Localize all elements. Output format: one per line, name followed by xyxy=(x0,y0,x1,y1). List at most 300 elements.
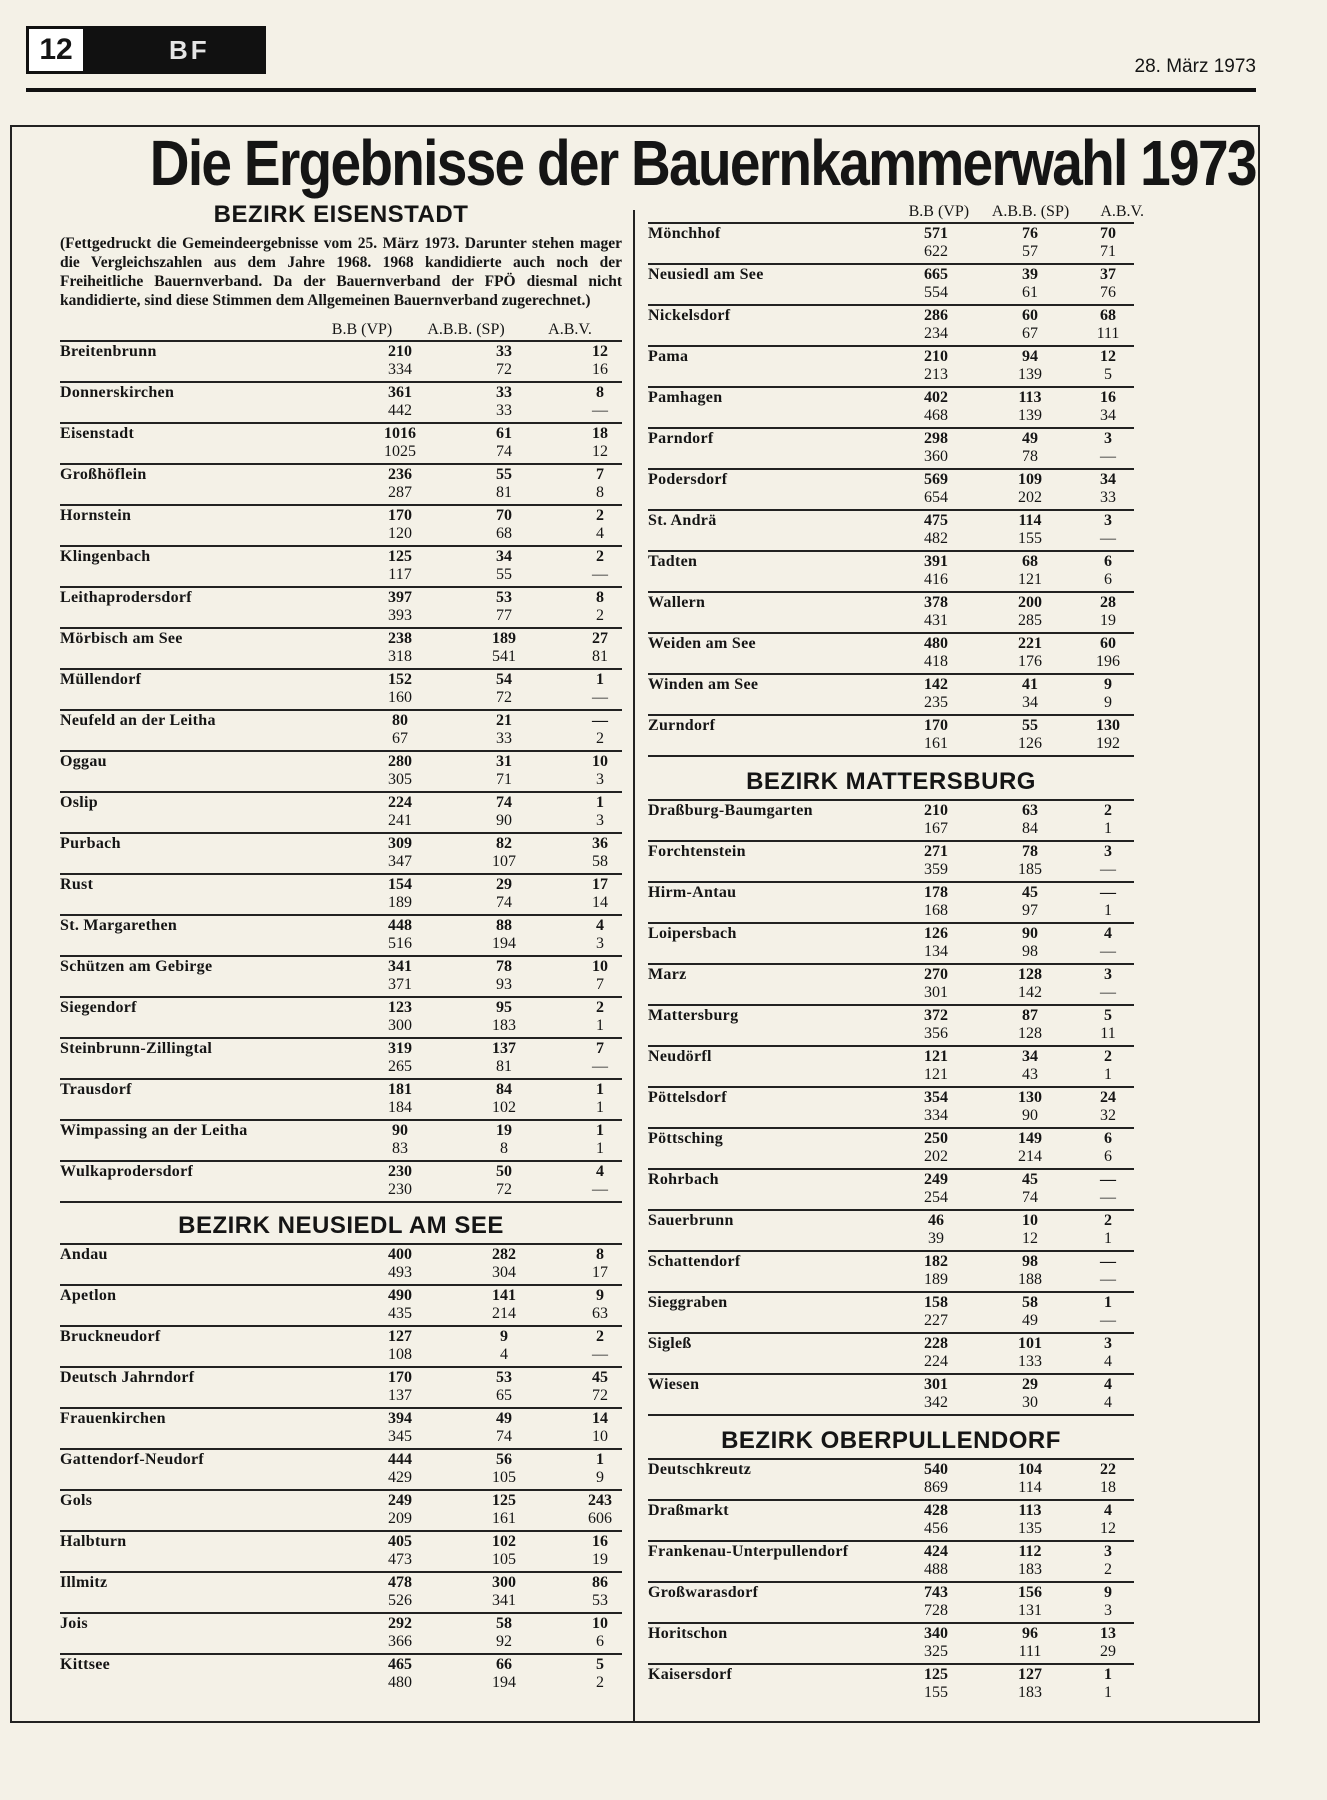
result-1968: 4 xyxy=(1104,1353,1112,1370)
table-row xyxy=(648,840,1134,881)
result-1968: 3 xyxy=(596,812,604,829)
table-row xyxy=(648,881,1134,922)
result-1973: 249 xyxy=(924,1171,948,1188)
table-row xyxy=(648,1332,1134,1373)
result-1973: 402 xyxy=(924,389,948,406)
result-1973: 280 xyxy=(388,753,412,770)
result-1973: 210 xyxy=(388,343,412,360)
result-1973: 34 xyxy=(1022,1048,1038,1065)
result-1968: 1 xyxy=(1104,820,1112,837)
municipality-name: Müllendorf xyxy=(60,671,142,688)
result-1968: — xyxy=(592,1181,608,1198)
result-1973: 372 xyxy=(924,1007,948,1024)
column-header-vp: B.B (VP) xyxy=(908,203,970,220)
result-1973: 45 xyxy=(592,1369,608,1386)
result-1973: 210 xyxy=(924,802,948,819)
municipality-name: Pöttelsdorf xyxy=(648,1089,727,1106)
result-1973: 104 xyxy=(1018,1461,1042,1478)
table-row xyxy=(60,955,622,996)
table-row xyxy=(60,873,622,914)
result-1973: 45 xyxy=(1022,1171,1038,1188)
municipality-name: Schattendorf xyxy=(648,1253,741,1270)
result-1968: 300 xyxy=(388,1017,412,1034)
table-row xyxy=(60,340,622,381)
result-1973: 74 xyxy=(496,794,512,811)
result-1968: 342 xyxy=(924,1394,948,1411)
result-1968: 84 xyxy=(1022,820,1038,837)
result-1973: 249 xyxy=(388,1492,412,1509)
table-row xyxy=(648,632,1134,673)
result-1968: — xyxy=(1100,448,1116,465)
result-1973: 182 xyxy=(924,1253,948,1270)
result-1968: 61 xyxy=(1022,284,1038,301)
result-1968: 74 xyxy=(496,443,512,460)
result-1973: 152 xyxy=(388,671,412,688)
result-1973: 200 xyxy=(1018,594,1042,611)
result-1973: 13 xyxy=(1100,1625,1116,1642)
table-row xyxy=(648,1086,1134,1127)
result-1968: 488 xyxy=(924,1561,948,1578)
result-1968: 192 xyxy=(1096,735,1120,752)
result-1968: 183 xyxy=(492,1017,516,1034)
results-table-oberpullendorf xyxy=(648,1458,1216,1704)
result-1973: 2 xyxy=(1104,1212,1112,1229)
result-1973: 354 xyxy=(924,1089,948,1106)
table-row xyxy=(60,996,622,1037)
table-row xyxy=(648,1663,1134,1704)
result-1973: 125 xyxy=(492,1492,516,1509)
municipality-name: Großwarasdorf xyxy=(648,1584,759,1601)
headline: Die Ergebnisse der Bauernkammerwahl 1973 xyxy=(149,127,1256,199)
result-1968: 102 xyxy=(492,1099,516,1116)
result-1968: 105 xyxy=(492,1551,516,1568)
result-1973: 46 xyxy=(928,1212,944,1229)
result-1968: 285 xyxy=(1018,612,1042,629)
result-1968: 111 xyxy=(1096,325,1120,342)
result-1973: 210 xyxy=(924,348,948,365)
result-1973: 1 xyxy=(1104,1666,1112,1683)
result-1973: 243 xyxy=(588,1492,612,1509)
table-row xyxy=(648,1045,1134,1086)
municipality-name: Podersdorf xyxy=(648,471,728,488)
result-1968: 76 xyxy=(1100,284,1116,301)
table-row xyxy=(648,1168,1134,1209)
result-1968: 2 xyxy=(596,607,604,624)
result-1973: 7 xyxy=(596,1040,604,1057)
table-row xyxy=(60,668,622,709)
result-1973: 5 xyxy=(1104,1007,1112,1024)
municipality-name: Pamhagen xyxy=(648,389,723,406)
municipality-name: St. Andrä xyxy=(648,512,717,529)
result-1973: 475 xyxy=(924,512,948,529)
result-1968: 541 xyxy=(492,648,516,665)
table-row xyxy=(60,1571,622,1612)
result-1973: 88 xyxy=(496,917,512,934)
result-1968: 234 xyxy=(924,325,948,342)
result-1973: 465 xyxy=(388,1656,412,1673)
result-1973: 58 xyxy=(1022,1294,1038,1311)
result-1973: 1 xyxy=(596,671,604,688)
district-title-eisenstadt: BEZIRK EISENSTADT xyxy=(213,201,469,228)
result-1968: 456 xyxy=(924,1520,948,1537)
result-1973: 78 xyxy=(1022,843,1038,860)
result-1973: 70 xyxy=(1100,225,1116,242)
result-1973: 8 xyxy=(596,589,604,606)
municipality-name: Hornstein xyxy=(60,507,132,524)
result-1968: 2 xyxy=(596,730,604,747)
result-1968: 318 xyxy=(388,648,412,665)
result-1973: 17 xyxy=(592,876,608,893)
table-end-rule xyxy=(60,1201,622,1209)
result-1973: 39 xyxy=(1022,266,1038,283)
result-1968: 72 xyxy=(496,361,512,378)
result-1973: 10 xyxy=(592,753,608,770)
result-1973: 90 xyxy=(1022,925,1038,942)
result-1968: 214 xyxy=(1018,1148,1042,1165)
result-1973: 341 xyxy=(388,958,412,975)
result-1973: 221 xyxy=(1018,635,1042,652)
municipality-name: Andau xyxy=(60,1246,108,1263)
result-1968: 305 xyxy=(388,771,412,788)
result-1968: — xyxy=(1100,530,1116,547)
result-1968: 1 xyxy=(1104,1066,1112,1083)
result-1968: 57 xyxy=(1022,243,1038,260)
result-1968: 8 xyxy=(596,484,604,501)
municipality-name: Pöttsching xyxy=(648,1130,723,1147)
result-1968: 142 xyxy=(1018,984,1042,1001)
result-1968: 1 xyxy=(1104,902,1112,919)
result-1968: 230 xyxy=(388,1181,412,1198)
result-1973: 397 xyxy=(388,589,412,606)
result-1973: 448 xyxy=(388,917,412,934)
result-1968: 14 xyxy=(592,894,608,911)
result-1968: 194 xyxy=(492,1674,516,1691)
result-1968: 3 xyxy=(596,771,604,788)
result-1968: 622 xyxy=(924,243,948,260)
result-1968: 2 xyxy=(596,1674,604,1691)
result-1968: 325 xyxy=(924,1643,948,1660)
table-row xyxy=(648,1004,1134,1045)
result-1968: 4 xyxy=(1104,1394,1112,1411)
result-1973: 127 xyxy=(388,1328,412,1345)
result-1973: 80 xyxy=(392,712,408,729)
table-row xyxy=(60,750,622,791)
result-1968: 10 xyxy=(592,1428,608,1445)
municipality-name: Neusiedl am See xyxy=(648,266,764,283)
municipality-name: Mörbisch am See xyxy=(60,630,183,647)
result-1973: 101 xyxy=(1018,1335,1042,1352)
result-1973: 478 xyxy=(388,1574,412,1591)
result-1973: 96 xyxy=(1022,1625,1038,1642)
result-1973: 78 xyxy=(496,958,512,975)
municipality-name: Pama xyxy=(648,348,689,365)
result-1968: 482 xyxy=(924,530,948,547)
result-1968: 12 xyxy=(1100,1520,1116,1537)
result-1968: 12 xyxy=(592,443,608,460)
municipality-name: Oggau xyxy=(60,753,107,770)
table-row xyxy=(60,463,622,504)
result-1968: 71 xyxy=(496,771,512,788)
result-1968: 366 xyxy=(388,1633,412,1650)
municipality-name: Neufeld an der Leitha xyxy=(60,712,216,729)
municipality-name: St. Margarethen xyxy=(60,917,178,934)
result-1973: 2 xyxy=(1104,1048,1112,1065)
result-1968: 68 xyxy=(496,525,512,542)
result-1968: 12 xyxy=(1022,1230,1038,1247)
result-1973: 1 xyxy=(596,794,604,811)
result-1968: 137 xyxy=(388,1387,412,1404)
table-row xyxy=(648,963,1134,1004)
result-1968: 11 xyxy=(1100,1025,1116,1042)
result-1968: 49 xyxy=(1022,1312,1038,1329)
result-1968: 654 xyxy=(924,489,948,506)
result-1968: 442 xyxy=(388,402,412,419)
result-1968: 304 xyxy=(492,1264,516,1281)
municipality-name: Forchtenstein xyxy=(648,843,746,860)
table-row xyxy=(60,1037,622,1078)
result-1968: — xyxy=(592,689,608,706)
result-1968: 183 xyxy=(1018,1684,1042,1701)
result-1973: 8 xyxy=(596,384,604,401)
result-1968: 359 xyxy=(924,861,948,878)
result-1968: 43 xyxy=(1022,1066,1038,1083)
result-1973: 76 xyxy=(1022,225,1038,242)
result-1973: 61 xyxy=(496,425,512,442)
result-1968: 202 xyxy=(1018,489,1042,506)
result-1973: 45 xyxy=(1022,884,1038,901)
municipality-name: Kittsee xyxy=(60,1656,111,1673)
result-1973: 378 xyxy=(924,594,948,611)
result-1973: 95 xyxy=(496,999,512,1016)
result-1968: — xyxy=(1100,861,1116,878)
result-1968: 161 xyxy=(924,735,948,752)
result-1968: — xyxy=(592,566,608,583)
result-1973: 400 xyxy=(388,1246,412,1263)
result-1968: 254 xyxy=(924,1189,948,1206)
municipality-name: Apetlon xyxy=(60,1287,117,1304)
result-1968: 493 xyxy=(388,1264,412,1281)
table-row xyxy=(60,709,622,750)
result-1973: 60 xyxy=(1022,307,1038,324)
result-1973: 1 xyxy=(596,1451,604,1468)
result-1973: 31 xyxy=(496,753,512,770)
table-row xyxy=(60,832,622,873)
result-1968: 67 xyxy=(392,730,408,747)
result-1968: 202 xyxy=(924,1148,948,1165)
result-1973: 54 xyxy=(496,671,512,688)
municipality-name: Purbach xyxy=(60,835,121,852)
column-headers-right xyxy=(648,202,1168,222)
result-1968: 241 xyxy=(388,812,412,829)
table-row xyxy=(648,427,1134,468)
municipality-name: Jois xyxy=(60,1615,88,1632)
right-column xyxy=(648,202,1216,1704)
result-1968: 227 xyxy=(924,1312,948,1329)
result-1968: 74 xyxy=(496,1428,512,1445)
municipality-name: Großhöflein xyxy=(60,466,147,483)
result-1968: 114 xyxy=(1018,1479,1042,1496)
result-1968: 5 xyxy=(1104,366,1112,383)
result-1968: 29 xyxy=(1100,1643,1116,1660)
result-1968: 473 xyxy=(388,1551,412,1568)
result-1973: 16 xyxy=(1100,389,1116,406)
result-1968: 431 xyxy=(924,612,948,629)
result-1968: 93 xyxy=(496,976,512,993)
result-1973: 14 xyxy=(592,1410,608,1427)
results-table-neusiedl-continued xyxy=(648,222,1216,755)
result-1973: 3 xyxy=(1104,966,1112,983)
result-1973: 41 xyxy=(1022,676,1038,693)
municipality-name: Illmitz xyxy=(60,1574,108,1591)
result-1973: 90 xyxy=(392,1122,408,1139)
municipality-name: Wulkaprodersdorf xyxy=(60,1163,194,1180)
municipality-name: Draßburg-Baumgarten xyxy=(648,802,813,819)
result-1973: 2 xyxy=(596,548,604,565)
result-1968: 90 xyxy=(496,812,512,829)
district-title-mattersburg: BEZIRK MATTERSBURG xyxy=(746,768,1036,795)
table-row xyxy=(648,1291,1134,1332)
result-1973: 6 xyxy=(1104,553,1112,570)
result-1968: 120 xyxy=(388,525,412,542)
result-1968: 416 xyxy=(924,571,948,588)
result-1968: 81 xyxy=(592,648,608,665)
result-1968: 32 xyxy=(1100,1107,1116,1124)
municipality-name: Trausdorf xyxy=(60,1081,132,1098)
result-1973: 170 xyxy=(388,507,412,524)
result-1973: 16 xyxy=(592,1533,608,1550)
result-1973: 569 xyxy=(924,471,948,488)
result-1973: 309 xyxy=(388,835,412,852)
result-1973: 540 xyxy=(924,1461,948,1478)
result-1968: 155 xyxy=(1018,530,1042,547)
result-1973: 10 xyxy=(592,958,608,975)
table-row xyxy=(648,1622,1134,1663)
result-1968: 189 xyxy=(924,1271,948,1288)
municipality-name: Gattendorf-Neudorf xyxy=(60,1451,205,1468)
results-table-mattersburg xyxy=(648,799,1216,1414)
result-1968: 17 xyxy=(592,1264,608,1281)
result-1968: 341 xyxy=(492,1592,516,1609)
result-1968: 334 xyxy=(924,1107,948,1124)
result-1973: 224 xyxy=(388,794,412,811)
result-1968: 334 xyxy=(388,361,412,378)
table-row xyxy=(60,1284,622,1325)
table-row xyxy=(648,304,1134,345)
result-1973: 3 xyxy=(1104,1335,1112,1352)
municipality-name: Wimpassing an der Leitha xyxy=(60,1122,248,1139)
result-1973: 34 xyxy=(496,548,512,565)
result-1968: 131 xyxy=(1018,1602,1042,1619)
result-1973: 5 xyxy=(596,1656,604,1673)
result-1968: 468 xyxy=(924,407,948,424)
municipality-name: Steinbrunn-Zillingtal xyxy=(60,1040,213,1057)
municipality-name: Deutsch Jahrndorf xyxy=(60,1369,195,1386)
result-1973: 10 xyxy=(592,1615,608,1632)
result-1968: 4 xyxy=(596,525,604,542)
issue-date: 28. März 1973 xyxy=(1134,56,1256,77)
result-1973: 2 xyxy=(596,1328,604,1345)
result-1973: 1 xyxy=(596,1081,604,1098)
result-1968: 30 xyxy=(1022,1394,1038,1411)
result-1973: 9 xyxy=(1104,1584,1112,1601)
table-row xyxy=(60,1243,622,1284)
column-header-sp: A.B.B. (SP) xyxy=(427,321,505,338)
result-1973: 141 xyxy=(492,1287,516,1304)
result-1968: 194 xyxy=(492,935,516,952)
result-1973: 405 xyxy=(388,1533,412,1550)
result-1968: 34 xyxy=(1022,694,1038,711)
result-1968: 97 xyxy=(1022,902,1038,919)
result-1968: 185 xyxy=(1018,861,1042,878)
result-1973: 665 xyxy=(924,266,948,283)
result-1968: 168 xyxy=(924,902,948,919)
result-1973: 2 xyxy=(596,999,604,1016)
result-1968: 1025 xyxy=(384,443,416,460)
column-header-sp: A.B.B. (SP) xyxy=(991,203,1070,220)
result-1968: 213 xyxy=(924,366,948,383)
result-1973: 238 xyxy=(388,630,412,647)
result-1968: 161 xyxy=(492,1510,516,1527)
table-row xyxy=(648,468,1134,509)
result-1973: 68 xyxy=(1022,553,1038,570)
result-1973: 9 xyxy=(596,1287,604,1304)
result-1973: 33 xyxy=(496,343,512,360)
table-row xyxy=(60,1078,622,1119)
result-1968: 265 xyxy=(388,1058,412,1075)
result-1973: 743 xyxy=(924,1584,948,1601)
result-1973: 319 xyxy=(388,1040,412,1057)
table-row xyxy=(648,1127,1134,1168)
result-1968: 121 xyxy=(1018,571,1042,588)
municipality-name: Mattersburg xyxy=(648,1007,739,1024)
result-1973: 340 xyxy=(924,1625,948,1642)
result-1973: 112 xyxy=(1018,1543,1042,1560)
municipality-name: Parndorf xyxy=(648,430,714,447)
result-1968: 16 xyxy=(592,361,608,378)
result-1973: 70 xyxy=(496,507,512,524)
result-1968: — xyxy=(1100,1312,1116,1329)
municipality-name: Sauerbrunn xyxy=(648,1212,734,1229)
column-header-abv: A.B.V. xyxy=(548,321,592,338)
result-1968: 74 xyxy=(1022,1189,1038,1206)
result-1968: — xyxy=(1100,984,1116,1001)
result-1968: 4 xyxy=(500,1346,508,1363)
municipality-name: Wallern xyxy=(648,594,706,611)
result-1973: 49 xyxy=(1022,430,1038,447)
table-row xyxy=(648,1499,1134,1540)
column-headers xyxy=(60,320,622,340)
column-divider xyxy=(633,210,635,1723)
result-1973: 3 xyxy=(1104,843,1112,860)
result-1968: 53 xyxy=(592,1592,608,1609)
table-row xyxy=(60,504,622,545)
result-1968: 135 xyxy=(1018,1520,1042,1537)
result-1973: 113 xyxy=(1018,389,1042,406)
result-1968: 126 xyxy=(1018,735,1042,752)
result-1968: 347 xyxy=(388,853,412,870)
result-1973: 170 xyxy=(924,717,948,734)
result-1973: 98 xyxy=(1022,1253,1038,1270)
result-1973: 21 xyxy=(496,712,512,729)
result-1968: 184 xyxy=(388,1099,412,1116)
result-1973: 228 xyxy=(924,1335,948,1352)
table-row xyxy=(60,627,622,668)
result-1973: 424 xyxy=(924,1543,948,1560)
result-1968: 105 xyxy=(492,1469,516,1486)
result-1968: 6 xyxy=(596,1633,604,1650)
municipality-name: Oslip xyxy=(60,794,98,811)
result-1973: 123 xyxy=(388,999,412,1016)
